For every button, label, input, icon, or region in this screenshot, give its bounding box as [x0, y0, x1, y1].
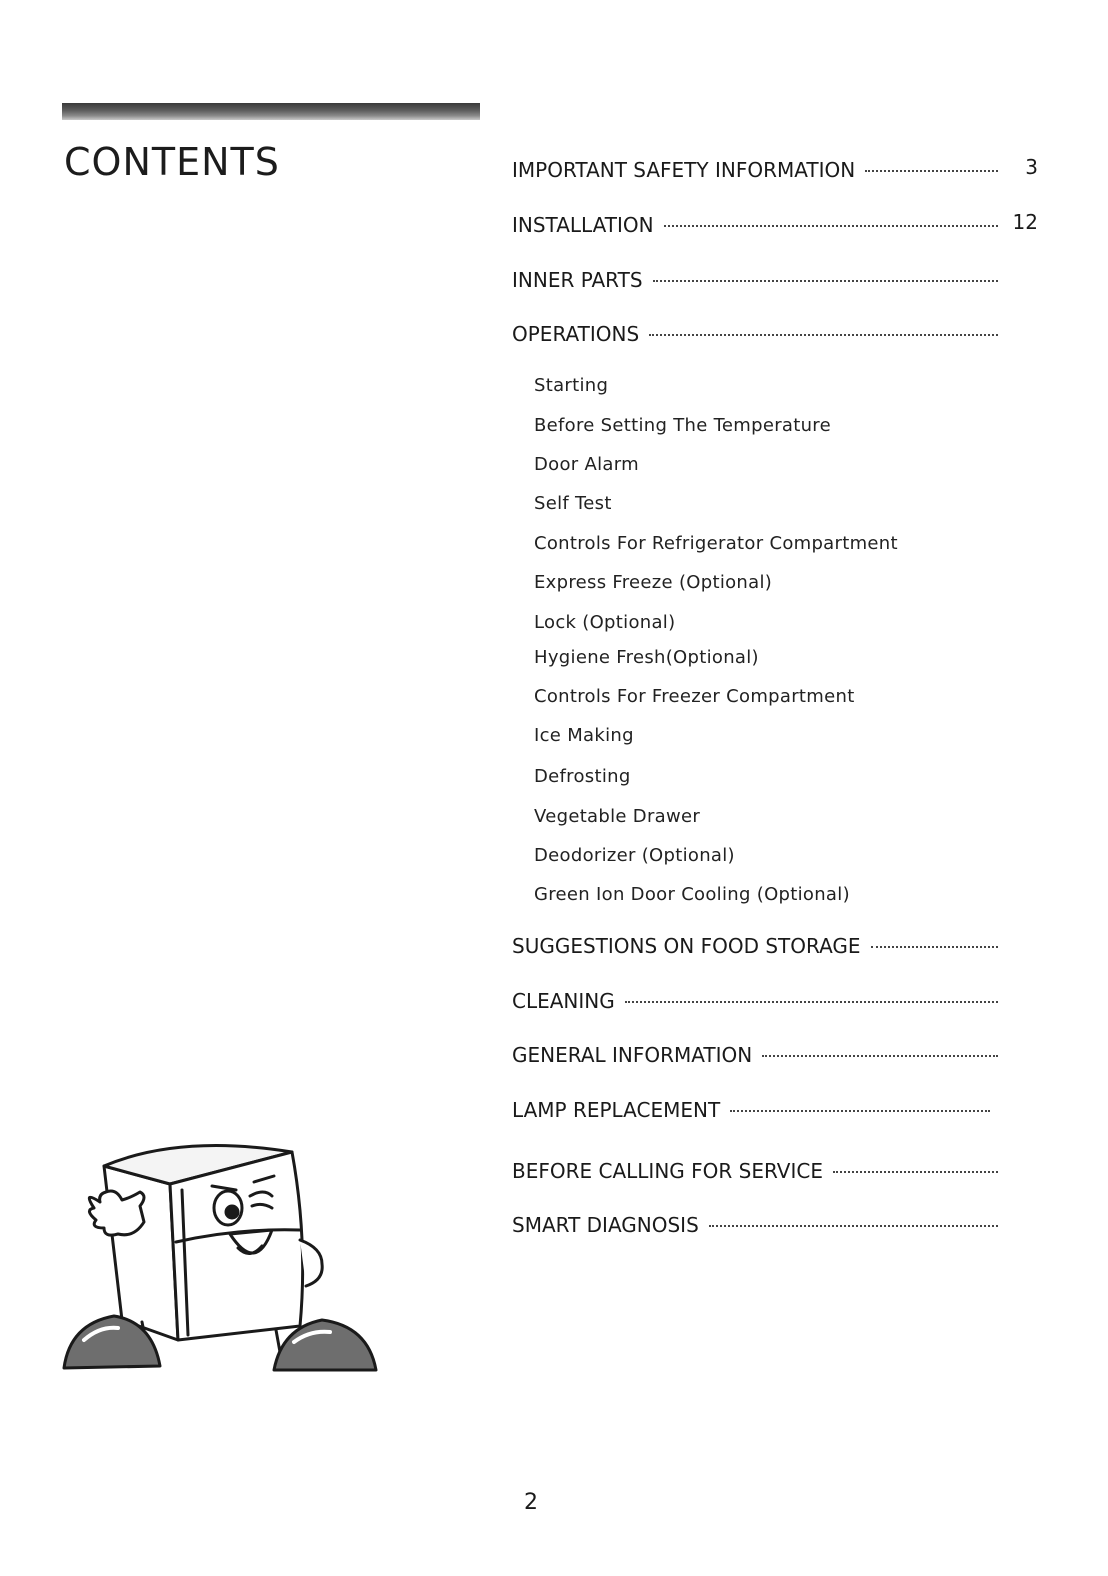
toc-entry-title: LAMP REPLACEMENT [512, 1098, 721, 1122]
dot-leader [625, 981, 998, 1003]
dot-leader [871, 926, 998, 948]
toc-entry-installation[interactable] [512, 210, 1038, 237]
toc-entry-general-information[interactable] [512, 1040, 998, 1067]
toc-entry-title: SMART DIAGNOSIS [512, 1213, 699, 1237]
toc-entry-title: GENERAL INFORMATION [512, 1043, 753, 1067]
dot-leader [833, 1151, 998, 1173]
dot-leader [649, 314, 998, 336]
toc-subentry[interactable]: Hygiene Fresh(Optional) [534, 647, 759, 668]
toc-subentry[interactable]: Before Setting The Temperature [534, 415, 831, 436]
dot-leader [709, 1205, 998, 1227]
toc-entry-title: INSTALLATION [512, 213, 654, 237]
toc-subentry[interactable]: Self Test [534, 493, 612, 514]
toc-entry-title: BEFORE CALLING FOR SERVICE [512, 1159, 823, 1183]
toc-entry-title: INNER PARTS [512, 268, 643, 292]
toc-subentry[interactable]: Starting [534, 375, 609, 396]
toc-entry-lamp-replacement[interactable] [512, 1095, 990, 1122]
toc-entry-title: SUGGESTIONS ON FOOD STORAGE [512, 934, 861, 958]
toc-subentry[interactable]: Defrosting [534, 766, 631, 787]
page-number: 2 [524, 1490, 538, 1515]
toc-entry-title: OPERATIONS [512, 322, 640, 346]
toc-subentry[interactable]: Vegetable Drawer [534, 806, 701, 827]
refrigerator-mascot-icon [60, 1130, 382, 1380]
dot-leader [762, 1035, 998, 1057]
toc-entry-cleaning[interactable] [512, 986, 998, 1013]
toc-entry-page: 12 [1012, 210, 1038, 234]
toc-entry-food-storage[interactable] [512, 931, 998, 958]
toc-subentry[interactable]: Deodorizer (Optional) [534, 845, 735, 866]
toc-subentry[interactable]: Door Alarm [534, 454, 639, 475]
toc-entry-before-calling[interactable] [512, 1156, 998, 1183]
dot-leader [664, 205, 998, 227]
header-rule [62, 103, 480, 120]
toc-entry-inner-parts[interactable] [512, 265, 998, 292]
toc-subentry[interactable]: Lock (Optional) [534, 612, 676, 633]
dot-leader [865, 150, 998, 172]
toc-entry-safety[interactable] [512, 155, 1038, 182]
toc-entry-page: 3 [1025, 155, 1038, 179]
toc-entry-smart-diagnosis[interactable] [512, 1210, 998, 1237]
toc-subentry[interactable]: Controls For Refrigerator Compartment [534, 533, 898, 554]
dot-leader [730, 1090, 990, 1112]
toc-subentry[interactable]: Controls For Freezer Compartment [534, 686, 855, 707]
toc-subentry[interactable]: Green Ion Door Cooling (Optional) [534, 884, 850, 905]
dot-leader [653, 260, 998, 282]
toc-entry-title: IMPORTANT SAFETY INFORMATION [512, 158, 856, 182]
toc-entry-title: CLEANING [512, 989, 615, 1013]
page-title: CONTENTS [64, 140, 280, 184]
toc-entry-operations[interactable] [512, 319, 998, 346]
toc-subentry[interactable]: Express Freeze (Optional) [534, 572, 773, 593]
toc-subentry[interactable]: Ice Making [534, 725, 634, 746]
